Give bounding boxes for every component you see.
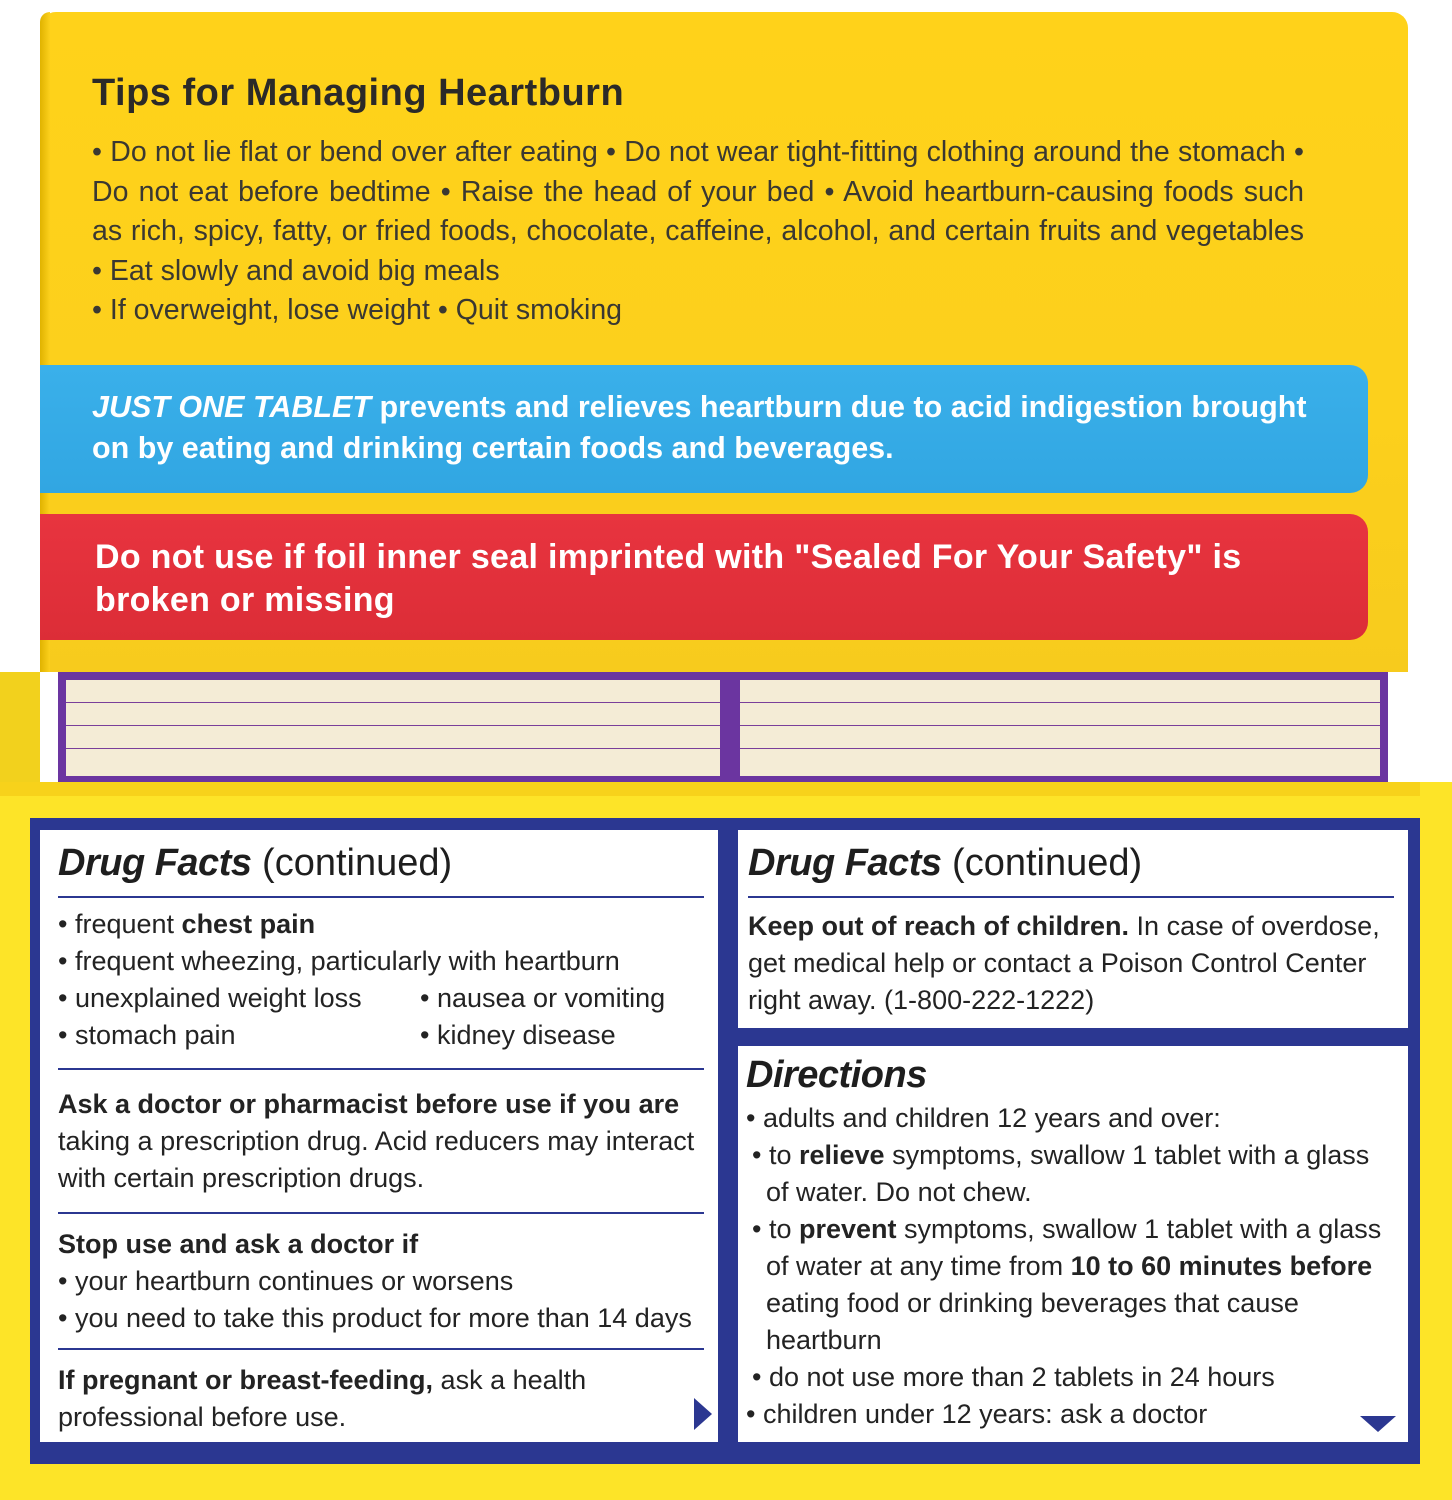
directions-panel bbox=[738, 1046, 1408, 1442]
section-rule bbox=[58, 896, 704, 898]
keep-out-section bbox=[748, 908, 1388, 1019]
drug-facts-left-panel bbox=[40, 830, 718, 1442]
box-bottom-edge bbox=[0, 1464, 1452, 1500]
heading-rest: (continued) bbox=[262, 842, 453, 884]
box-top-edge bbox=[0, 782, 1452, 796]
max-dose-text: do not use more than 2 tablets in 24 hours bbox=[768, 1362, 1275, 1392]
prevent-pre: to bbox=[768, 1214, 799, 1244]
stop-use-heading: Stop use and ask a doctor if bbox=[58, 1229, 419, 1259]
nausea-text: • nausea or vomiting bbox=[420, 983, 666, 1013]
section-rule bbox=[748, 896, 1394, 898]
keep-out-bold: Keep out of reach of children. bbox=[748, 911, 1130, 941]
tips-title: Tips for Managing Heartburn bbox=[92, 72, 625, 114]
pregnancy-bold: If pregnant or breast-feeding, bbox=[58, 1365, 434, 1395]
lid-panel-right bbox=[740, 680, 1380, 776]
kidney-text: • kidney disease bbox=[420, 1020, 616, 1050]
list-item: • your heartburn continues or worsens bbox=[58, 1266, 514, 1296]
relieve-bold: relieve bbox=[799, 1140, 885, 1170]
weight-loss-text: unexplained weight loss bbox=[74, 983, 362, 1013]
keep-out-rest: In case of overdose, get medical help or contact a Poison Control Center right away. (1-800-222-1222) bbox=[748, 911, 1380, 1015]
prevent-bold: prevent bbox=[799, 1214, 897, 1244]
list-item: • to prevent symptoms, swallow 1 tablet with a glass of water at any time from 10 to 60 minutes before eating food or drinking beverages that cause heartburn bbox=[752, 1214, 1382, 1355]
adults-text: adults and children 12 years and over: bbox=[762, 1103, 1221, 1133]
ask-doctor-rest: taking a prescription drug. Acid reducers may interact with certain prescription drugs. bbox=[58, 1126, 695, 1193]
nausea-label: nausea or vomiting bbox=[436, 983, 666, 1013]
conditions-list bbox=[58, 906, 708, 1054]
prevent-post: eating food or drinking beverages that cause heartburn bbox=[766, 1288, 1299, 1355]
lid-divider bbox=[66, 748, 720, 749]
prevent-bold2: 10 to 60 minutes before bbox=[1070, 1251, 1373, 1281]
ask-doctor-bold: Ask a doctor or pharmacist before use if you are bbox=[58, 1089, 680, 1119]
list-item: • do not use more than 2 tablets in 24 hours bbox=[752, 1362, 1275, 1392]
right-panel-heading bbox=[748, 842, 1142, 885]
stop-2: you need to take this product for more than 14 days bbox=[74, 1303, 692, 1333]
lid-divider bbox=[740, 748, 1380, 749]
children-text: children under 12 years: ask a doctor bbox=[762, 1399, 1208, 1429]
directions-heading bbox=[746, 1054, 927, 1097]
chest-pain-bold: chest pain bbox=[181, 909, 316, 939]
claim-text bbox=[92, 387, 1342, 469]
continue-down-arrow-icon bbox=[1360, 1416, 1396, 1432]
heading-bold: Drug Facts bbox=[58, 842, 252, 884]
list-item: • frequent chest pain bbox=[58, 909, 316, 939]
claim-emphasis: JUST ONE TABLET bbox=[92, 390, 372, 424]
list-item: • stomach pain • kidney disease bbox=[58, 1017, 708, 1054]
relieve-post: symptoms, swallow 1 tablet with a glass of water. Do not chew. bbox=[766, 1140, 1370, 1207]
continue-arrow-icon bbox=[694, 1398, 712, 1430]
list-item: • adults and children 12 years and over: bbox=[746, 1103, 1221, 1133]
tips-body-last: • If overweight, lose weight • Quit smoking bbox=[92, 294, 623, 326]
heading-rest: (continued) bbox=[952, 842, 1143, 884]
box-side-right bbox=[1420, 782, 1452, 1500]
tips-body-main: • Do not lie flat or bend over after eating • Do not wear tight-fitting clothing around the stomach • Do not eat before bedtime • Raise the head of your bed • Avoid heartburn-causing foods such as rich, spicy, fatty, or fried foods, chocolate, caffeine, alcohol, and certain fruits and vegetables • Eat slowly and avoid big meals bbox=[92, 136, 1304, 287]
stomach-pain-text: stomach pain bbox=[74, 1020, 236, 1050]
lid-panel-left bbox=[66, 680, 720, 776]
kidney-label: kidney disease bbox=[436, 1020, 616, 1050]
list-item: • children under 12 years: ask a doctor bbox=[746, 1399, 1208, 1429]
list-item: • unexplained weight loss • nausea or vomiting bbox=[58, 980, 708, 1017]
list-item: • to relieve symptoms, swallow 1 tablet with a glass of water. Do not chew. bbox=[752, 1140, 1370, 1207]
lid-divider bbox=[66, 702, 720, 703]
stop-1: your heartburn continues or worsens bbox=[74, 1266, 514, 1296]
claim-body: prevents and relieves heartburn due to acid indigestion brought on by eating and drinking certain foods and beverages. bbox=[92, 390, 1307, 465]
drug-facts-right-top-panel bbox=[738, 830, 1408, 1028]
wheezing-text: frequent wheezing, particularly with heartburn bbox=[74, 946, 620, 976]
heading-bold: Drug Facts bbox=[748, 842, 942, 884]
stop-use-section bbox=[58, 1226, 708, 1337]
pregnancy-section bbox=[58, 1362, 618, 1436]
directions-heading-text: Directions bbox=[746, 1054, 927, 1096]
list-item: • frequent wheezing, particularly with heartburn bbox=[58, 946, 620, 976]
lid-divider bbox=[740, 702, 1380, 703]
section-rule bbox=[58, 1348, 704, 1350]
seal-warning-text: Do not use if foil inner seal imprinted with "Sealed For Your Safety" is broken or missing bbox=[95, 538, 1242, 619]
section-rule bbox=[58, 1212, 704, 1214]
relieve-pre: to bbox=[768, 1140, 799, 1170]
lid-divider bbox=[740, 725, 1380, 726]
tips-body bbox=[92, 133, 1304, 331]
pregnancy-rest: ask a health professional before use. bbox=[58, 1365, 587, 1432]
left-panel-heading bbox=[58, 842, 452, 885]
list-item: • you need to take this product for more than 14 days bbox=[58, 1303, 692, 1333]
prevent-mid: symptoms, swallow 1 tablet with a glass of water at any time from bbox=[766, 1214, 1382, 1281]
chest-pain-pre: frequent bbox=[74, 909, 182, 939]
ask-doctor-section bbox=[58, 1086, 698, 1197]
directions-list bbox=[746, 1100, 1396, 1433]
lid-divider bbox=[66, 725, 720, 726]
section-rule bbox=[58, 1068, 704, 1070]
